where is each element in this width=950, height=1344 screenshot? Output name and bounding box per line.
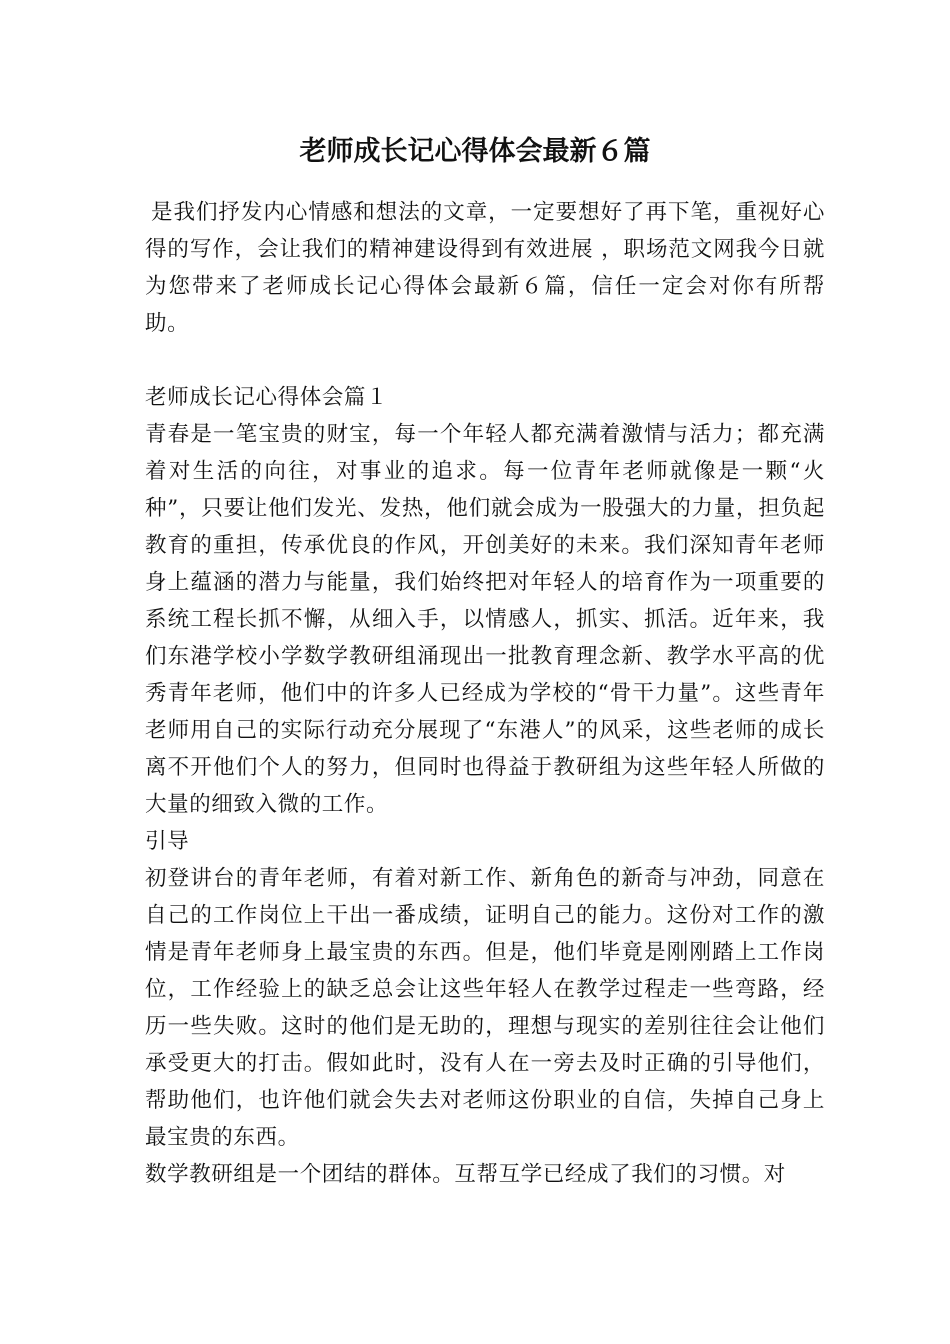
paragraph-spacer — [145, 342, 825, 379]
body-paragraph-1: 青春是一笔宝贵的财宝，每一个年轻人都充满着激情与活力；都充满着对生活的向往，对事业的追求。每一位青年老师就像是一颗“火种”，只要让他们发光、发热，他们就会成为一股强大的力量，担负起教育的重担，传承优良的作风，开创美好的未来。我们深知青年老师身上蕴涵的潜力与能量，我们始终把对年轻人的培育作为一项重要的系统工程长抓不懈，从细入手，以情感人，抓实、抓活。近年来，我们东港学校小学数学教研组涌现出一批教育理念新、教学水平高的优秀青年老师，他们中的许多人已经成为学校的“骨干力量”。这些青年老师用自己的实际行动充分展现了“东港人”的风采，这些老师的成长离不开他们个人的努力，但同时也得益于教研组为这些年轻人所做的大量的细致入微的工作。 — [145, 422, 825, 817]
body-paragraph-2: 初登讲台的青年老师，有着对新工作、新角色的新奇与冲劲，同意在自己的工作岗位上干出一番成绩，证明自己的能力。这份对工作的激情是青年老师身上最宝贵的东西。但是，他们毕竟是刚刚踏上工作岗位，工作经验上的缺乏总会让这些年轻人在教学过程走一些弯路，经历一些失败。这时的他们是无助的，理想与现实的差别往往会让他们承受更大的打击。假如此时，没有人在一旁去及时正确的引导他们，帮助他们，也许他们就会失去对老师这份职业的自信，失掉自己身上最宝贵的东西。 — [145, 866, 825, 1150]
body-paragraph-3: 数学教研组是一个团结的群体。互帮互学已经成了我们的习惯。对 — [145, 1162, 786, 1187]
document-title: 老师成长记心得体会最新６篇 — [299, 136, 651, 167]
document-body — [145, 194, 825, 1193]
intro-paragraph: 是我们抒发内心情感和想法的文章，一定要想好了再下笔，重视好心得的写作，会让我们的精神建设得到有效进展 ，职场范文网我今日就为您带来了老师成长记心得体会最新６篇，信任一定会对你有所帮助。 — [145, 200, 825, 336]
subheading: 引导 — [145, 829, 190, 854]
section-heading: 老师成长记心得体会篇１ — [145, 385, 389, 410]
